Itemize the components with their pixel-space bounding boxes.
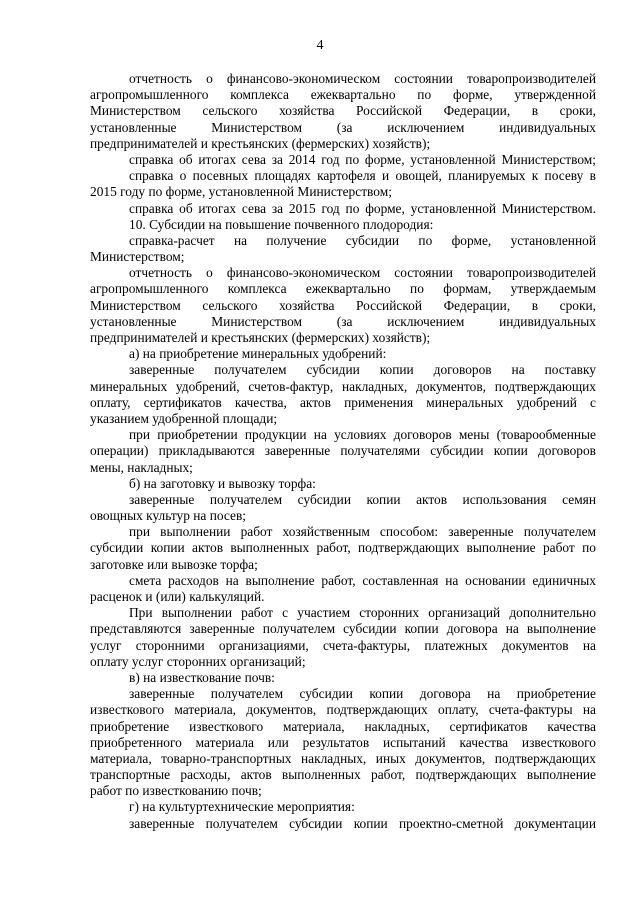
- text-line: представляются заверенные получателем субсидии копии договора на выполнение: [90, 621, 596, 637]
- text-line: мены, накладных;: [90, 459, 193, 475]
- text-line: справка о посевных площадях картофеля и овощей, планируемых к посеву в: [129, 168, 596, 184]
- text-line: в) на известкование почв:: [129, 669, 275, 685]
- text-line: услуг сторонними организациями, счета-фактуры, платежных документов на: [90, 637, 596, 653]
- text-line: операции) прикладываются заверенные получателями субсидии копии договоров: [90, 443, 596, 459]
- text-line: указанием удобренной площади;: [90, 410, 278, 426]
- text-line: 2015 году по форме, установленной Министерством;: [90, 184, 392, 200]
- text-line: Министерством сельского хозяйства Российской Федерации, в сроки,: [90, 297, 596, 313]
- body-text: [90, 71, 596, 832]
- text-line: справка-расчет на получение субсидии по форме, установленной: [129, 232, 596, 248]
- text-line: субсидии копии актов выполненных работ, подтверждающих выполнение работ по: [90, 540, 596, 556]
- text-line: справка об итогах сева за 2014 год по форме, установленной Министерством;: [129, 151, 596, 167]
- text-line: работ по известкованию почв;: [90, 783, 262, 799]
- text-line: справка об итогах сева за 2015 год по форме, установленной Министерством.: [129, 200, 596, 216]
- text-line: оплату услуг сторонних организаций;: [90, 653, 306, 669]
- text-line: приобретение известкового материала, накладных, сертификатов качества: [90, 718, 596, 734]
- text-line: при приобретении продукции на условиях договоров мены (товарообменные: [129, 427, 596, 443]
- text-line: агропромышленного комплекса ежеквартально по форме, утвержденной: [90, 87, 596, 103]
- text-line: г) на культуртехнические мероприятия:: [129, 799, 355, 815]
- text-line: а) на приобретение минеральных удобрений:: [129, 346, 387, 362]
- text-line: предпринимателей и крестьянских (фермерских) хозяйств);: [90, 330, 431, 345]
- text-line: отчетность о финансово-экономическом состоянии товаропроизводителей: [129, 265, 596, 281]
- text-line: агропромышленного комплекса ежеквартально по формам, утверждаемым: [90, 281, 596, 297]
- text-line: заверенные получателем субсидии копии проектно-сметной документации: [129, 815, 596, 831]
- text-line: заверенные получателем субсидии копии договора на приобретение: [129, 686, 596, 702]
- text-line: Министерством;: [90, 249, 185, 265]
- text-line: транспортные расходы, актов выполненных работ, подтверждающих выполнение: [90, 767, 596, 783]
- text-line: установленные Министерством (за исключением индивидуальных: [90, 313, 596, 329]
- text-line: установленные Министерством (за исключением индивидуальных: [90, 119, 596, 135]
- text-line: б) на заготовку и вывозку торфа:: [129, 475, 316, 491]
- text-line: овощных культур на посев;: [90, 508, 246, 524]
- text-line: расценок и (или) калькуляций.: [90, 589, 265, 604]
- text-line: отчетность о финансово-экономическом состоянии товаропроизводителей: [129, 71, 596, 86]
- text-line: минеральных удобрений, счетов-фактур, накладных, документов, подтверждающих: [90, 378, 596, 394]
- text-line: материала, товарно-транспортных накладных, иных документов, подтверждающих: [90, 750, 596, 766]
- text-line: При выполнении работ с участием сторонних организаций дополнительно: [129, 605, 596, 621]
- text-line: предпринимателей и крестьянских (фермерских) хозяйств);: [90, 135, 431, 151]
- text-line: заверенные получателем субсидии копии актов использования семян: [129, 491, 596, 507]
- page-number: 4: [316, 38, 324, 53]
- text-line: оплату, сертификатов качества, актов применения минеральных удобрений с: [90, 394, 596, 410]
- text-line: заверенные получателем субсидии копии договоров на поставку: [129, 362, 596, 378]
- text-line: приобретенного материала или результатов испытаний качества известкового: [90, 734, 596, 750]
- text-line: при выполнении работ хозяйственным способом: заверенные получателем: [129, 524, 596, 540]
- text-line: Министерством сельского хозяйства Российской Федерации, в сроки,: [90, 103, 596, 119]
- text-line: смета расходов на выполнение работ, составленная на основании единичных: [129, 572, 596, 588]
- text-line: 10. Субсидии на повышение почвенного плодородия:: [129, 216, 434, 232]
- text-line: заготовке или вывозке торфа;: [90, 556, 258, 572]
- text-line: известкового материала, документов, подтверждающих оплату, счета-фактуры на: [90, 702, 596, 718]
